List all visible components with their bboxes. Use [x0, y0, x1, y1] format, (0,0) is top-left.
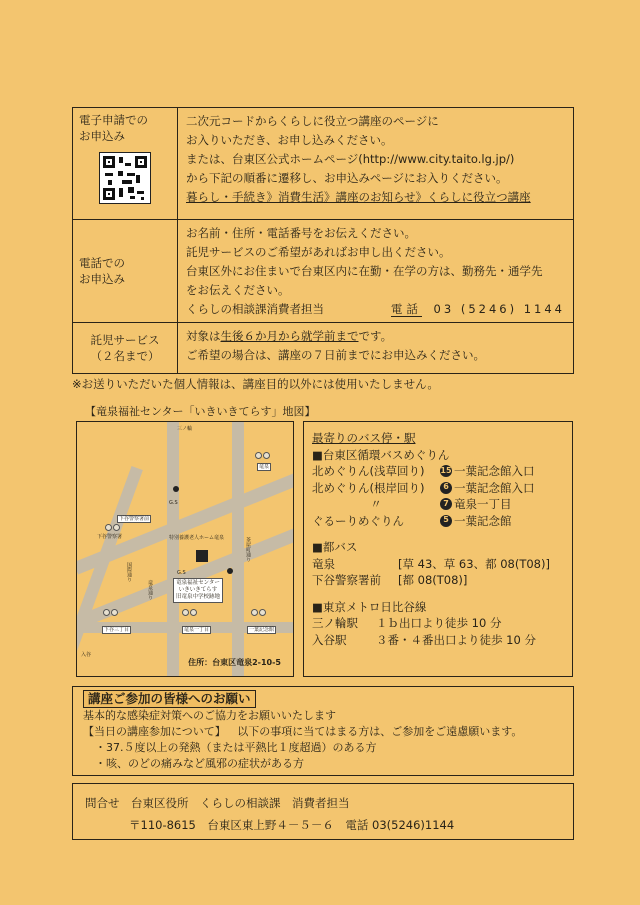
tel-label: 電話 [390, 302, 422, 316]
homepage-link[interactable]: または、台東区公式ホームページ(http://www.city.taito.lg.jp/) [186, 152, 515, 166]
stop-number-icon: 7 [440, 498, 452, 510]
request-item: ・咳、のどの痛みなど風邪の症状がある方 [95, 757, 304, 770]
map-label-chaya: 茶屋町通り [245, 537, 251, 562]
circular-route: 〃 7 竜泉一丁目 [370, 497, 512, 511]
map-stop-shitaya3: 下谷三丁目 [104, 627, 130, 633]
tel-number[interactable]: 03 (5246) 1144 [433, 302, 565, 316]
circular-route: 北めぐりん(根岸回り) 6 一葉記念館入口 [312, 480, 535, 495]
contact-box: 問合せ 台東区役所 くらしの相談課 消費者担当 〒110-8615 台東区東上野４－５－６ 電話 03(5246)1144 [72, 783, 574, 840]
map-stop-ryusen: 竜泉 [259, 464, 270, 470]
phone-application-body: お名前・住所・電話番号をお伝えください。 託児サービスのご希望があればお申し出ください。 台東区外にお住まいで台東区内に在勤・在学の方は、勤務先・通学先 をお伝えください。 くらしの相談課消費者担当 電話 03 (5246) 1144 [178, 220, 573, 323]
access-map [76, 421, 294, 677]
map-label-hospital: 特別養護老人ホーム竜泉 [169, 535, 225, 541]
metro-row: 三ノ輪駅 １ｂ出口より徒歩 10 分 [312, 616, 502, 630]
application-table [72, 107, 574, 374]
map-stop-shitaya-keisatsu: 下谷警察署前 [119, 516, 150, 522]
map-label-ryusen-street: 竜泉通り [147, 580, 153, 600]
circular-route: 北めぐりん(浅草回り) 15 一葉記念館入口 [312, 464, 535, 478]
stop-number-icon: 5 [440, 515, 452, 527]
stop-number-icon: 6 [440, 482, 452, 494]
metro-title: ■東京メトロ日比谷線 [312, 599, 427, 614]
online-application-body: 二次元コードからくらしに役立つ講座のページに お入りいただき、お申し込みください。 または、台東区公式ホームページ(http://www.city.taito.lg.jp/) から下記の順番に遷移し、お申込みページにお入りください。 暮らし・手続き》消費生活》講座のお知らせ》くらしに役立つ講座 [178, 108, 573, 220]
map-road [232, 422, 244, 677]
privacy-note: ※お送りいただいた個人情報は、講座目的以外には使用いたしません。 [72, 377, 439, 391]
qr-code-icon[interactable] [99, 152, 151, 204]
map-title: 【竜泉福祉センター「いきいきてらす」地図】 [85, 405, 316, 418]
map-pin-gs [173, 486, 179, 492]
center-label: 竜泉福祉センター いきいきてらす 旧竜泉中学校跡地 [173, 578, 223, 603]
metro-row: 入谷駅 ３番・４番出口より徒歩 10 分 [312, 632, 536, 647]
bus-stop-icon [182, 609, 197, 616]
bus-stop-icon [251, 609, 266, 616]
circular-route: ぐるーりめぐりん 5 一葉記念館 [312, 513, 512, 528]
map-label-gs-2: G.S [177, 570, 186, 576]
toei-bus-row: 竜泉 [草 43、草 63、都 08(T08)] [312, 556, 550, 571]
map-stop-ryusen1: 竜泉一丁目 [184, 627, 210, 633]
center-building-icon [196, 550, 208, 562]
navigation-path: 暮らし・手続き》消費生活》講座のお知らせ》くらしに役立つ講座 [186, 190, 531, 204]
bus-stop-icon [103, 609, 118, 616]
phone-contact-row: くらしの相談課消費者担当 電話 03 (5246) 1144 [186, 302, 565, 316]
transport-info [303, 421, 573, 677]
map-label-sannowa: 三ノ輪 [177, 426, 193, 432]
map-label-kokusai: 国際通り [126, 562, 132, 582]
toei-bus-title: ■都バス [312, 540, 358, 554]
online-application-label: 電子申請での お申込み [73, 108, 178, 220]
bus-stop-icon [255, 452, 270, 459]
childcare-label: 託児サービス （２名まで） [73, 323, 178, 373]
map-label-shitaya-po: 下谷警察署 [97, 534, 123, 540]
request-item: ・37.５度以上の発熱（または平熱比１度超過）のある方 [95, 741, 377, 754]
map-label-iriya: 入谷 [81, 652, 92, 658]
map-road [167, 422, 179, 677]
bus-stop-icon [105, 524, 120, 531]
childcare-body: 対象は生後６か月から就学前までです。 ご希望の場合は、講座の７日前までにお申込みください。 [186, 329, 485, 362]
map-stop-ichiyo: 一葉記念館 [249, 627, 275, 633]
phone-application-label: 電話での お申込み [73, 220, 178, 323]
toei-bus-row: 下谷警察署前 [都 08(T08)] [312, 573, 468, 587]
request-box: 講座ご参加の皆様へのお願い 基本的な感染症対策へのご協力をお願いいたします 【当日の講座参加について】 以下の事項に当てはまる方は、ご参加をご遠慮願います。 ・37.５度以上の発熱（または平熱比１度超過）のある方 ・咳、のどの痛みなど風邪の症状がある方 [72, 686, 574, 776]
map-label-gs-1: G.S [169, 500, 178, 506]
transport-section-title: 最寄りのバス停・駅 [312, 431, 416, 445]
circular-bus-title: ■台東区循環バスめぐりん [312, 447, 450, 462]
map-pin-gs [227, 568, 233, 574]
stop-number-icon: 15 [440, 465, 452, 477]
request-title: 講座ご参加の皆様へのお願い [83, 690, 256, 708]
map-address: 住所：台東区竜泉2-10-5 [188, 658, 281, 667]
